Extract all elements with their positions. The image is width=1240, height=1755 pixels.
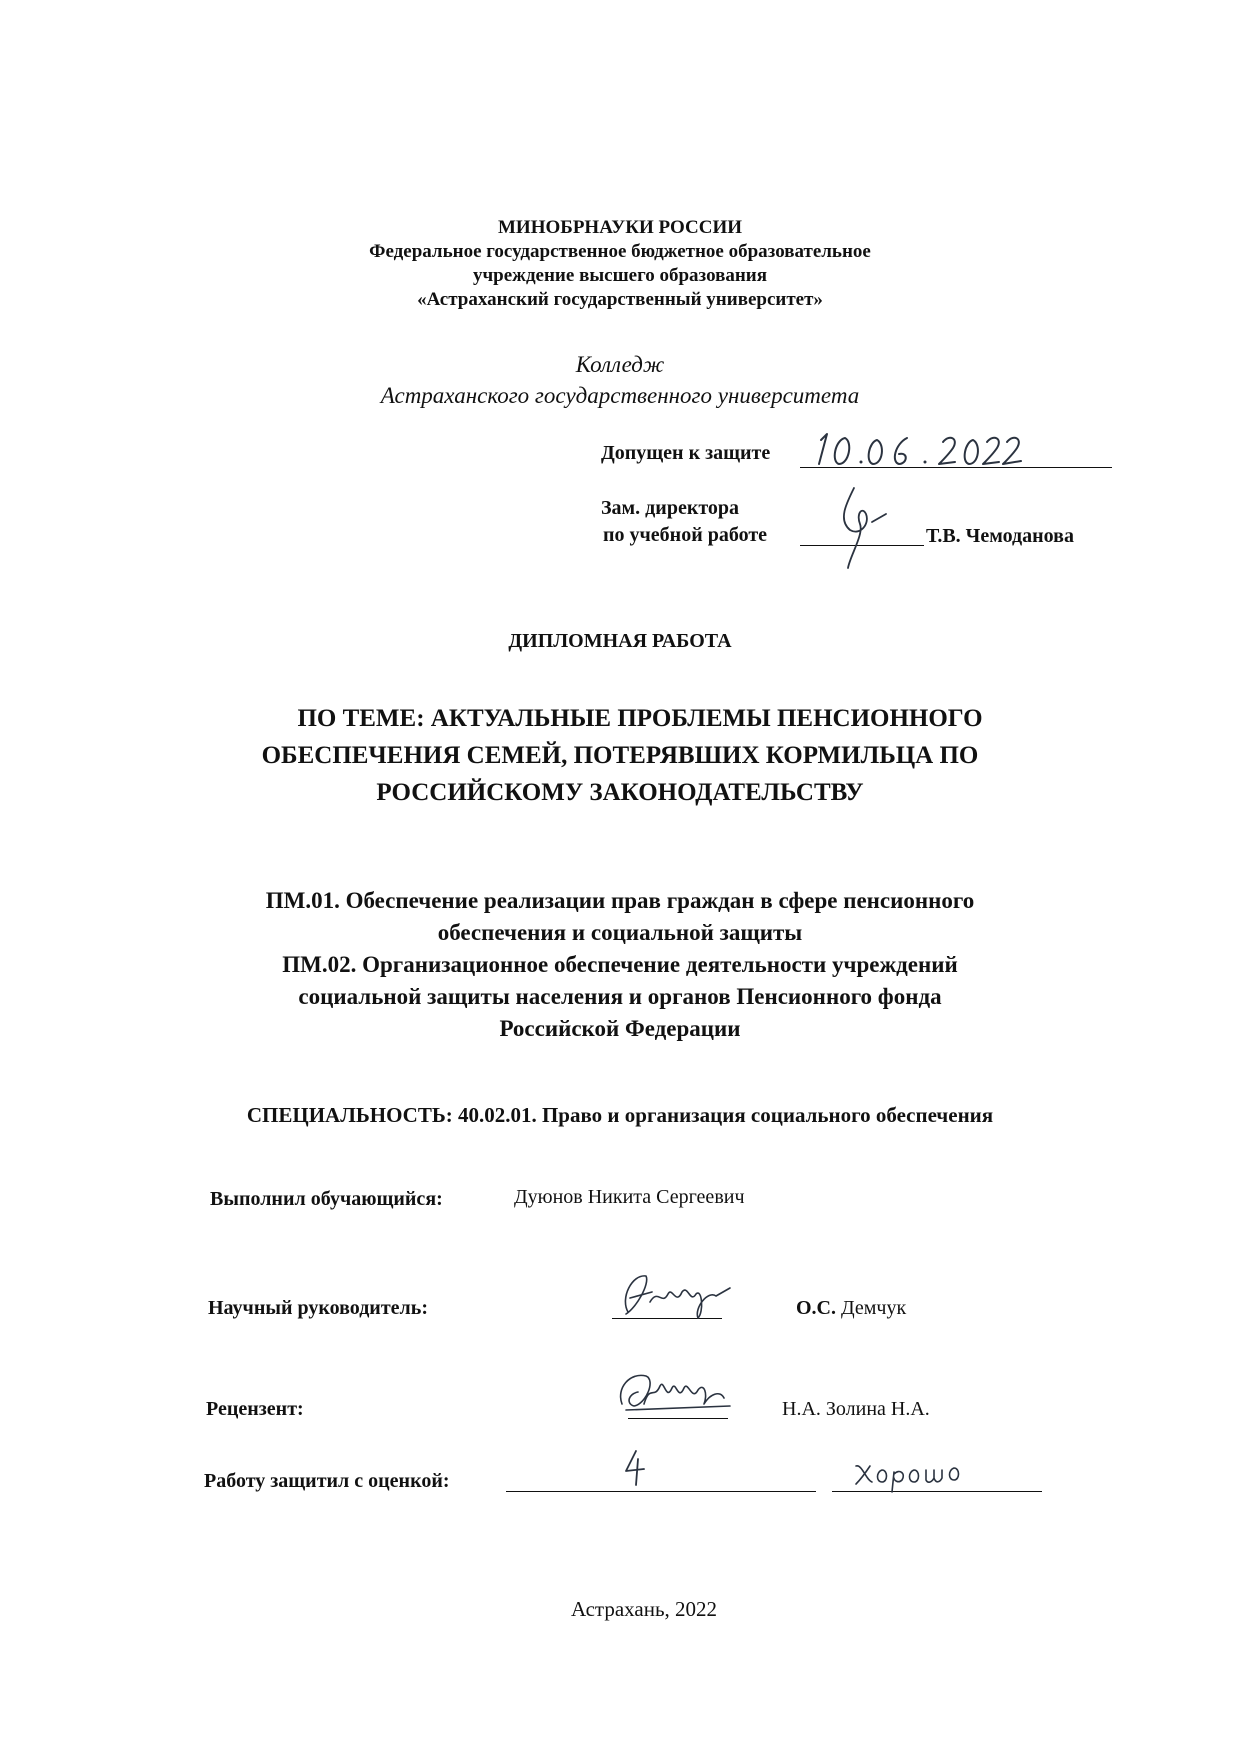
topic-block (0, 700, 1240, 811)
supervisor-label: Научный руководитель: (208, 1297, 428, 1319)
university-name: «Астраханский государственный университет» (417, 289, 823, 310)
deputy-label (601, 495, 767, 549)
grade-word-handwriting (852, 1452, 972, 1492)
grade-numeric-handwriting (622, 1447, 652, 1491)
pm-line-2: обеспечения и социальной защиты (437, 920, 803, 945)
college-line-1: Колледж (575, 352, 665, 377)
admitted-label: Допущен к защите (601, 442, 771, 464)
pm-line-4: социальной защиты населения и органов Пенсионного фонда (298, 984, 942, 1009)
student-label: Выполнил обучающийся: (210, 1188, 443, 1210)
college-line-2: Астраханского государственного университета (380, 383, 860, 408)
supervisor-surname: Демчук (841, 1297, 907, 1319)
pm-line-3: ПМ.02. Организационное обеспечение деятельности учреждений (282, 952, 958, 977)
supervisor-name (796, 1297, 906, 1320)
student-name: Дуюнов Никита Сергеевич (514, 1186, 745, 1208)
college-block (0, 349, 1240, 411)
reviewer-label: Рецензент: (206, 1398, 304, 1420)
deputy-label-line-1: Зам. директора (601, 497, 740, 519)
supervisor-initials: О.С. (796, 1297, 836, 1319)
institution-line-2: учреждение высшего образования (472, 265, 768, 286)
city-year: Астрахань, 2022 (570, 1597, 718, 1621)
institution-line-1: Федеральное государственное бюджетное образовательное (369, 241, 871, 262)
reviewer-signature (612, 1364, 742, 1424)
grade-numeric-line (506, 1491, 816, 1492)
pm-line-5: Российской Федерации (499, 1016, 741, 1041)
deputy-signature (820, 484, 920, 574)
pm-line-1: ПМ.01. Обеспечение реализации прав граждан в сфере пенсионного (265, 888, 975, 913)
supervisor-signature (606, 1268, 756, 1328)
topic-line-1: ПО ТЕМЕ: АКТУАЛЬНЫЕ ПРОБЛЕМЫ ПЕНСИОННОГО (297, 705, 983, 732)
reviewer-name: Н.А. Золина Н.А. (782, 1398, 930, 1420)
deputy-name: Т.В. Чемоданова (926, 525, 1074, 547)
grade-label: Работу защитил с оценкой: (204, 1470, 450, 1492)
work-type: ДИПЛОМНАЯ РАБОТА (508, 630, 732, 652)
ministry-name: МИНОБРНАУКИ РОССИИ (497, 217, 743, 238)
specialty: СПЕЦИАЛЬНОСТЬ: 40.02.01. Право и организация социального обеспечения (246, 1103, 994, 1127)
admitted-date-handwriting (815, 428, 1035, 468)
topic-line-2: ОБЕСПЕЧЕНИЯ СЕМЕЙ, ПОТЕРЯВШИХ КОРМИЛЬЦА ПО (261, 742, 979, 769)
deputy-label-line-2: по учебной работе (603, 524, 768, 546)
header-block (0, 216, 1240, 312)
topic-line-3: РОССИЙСКОМУ ЗАКОНОДАТЕЛЬСТВУ (376, 779, 864, 806)
modules-block (0, 885, 1240, 1045)
